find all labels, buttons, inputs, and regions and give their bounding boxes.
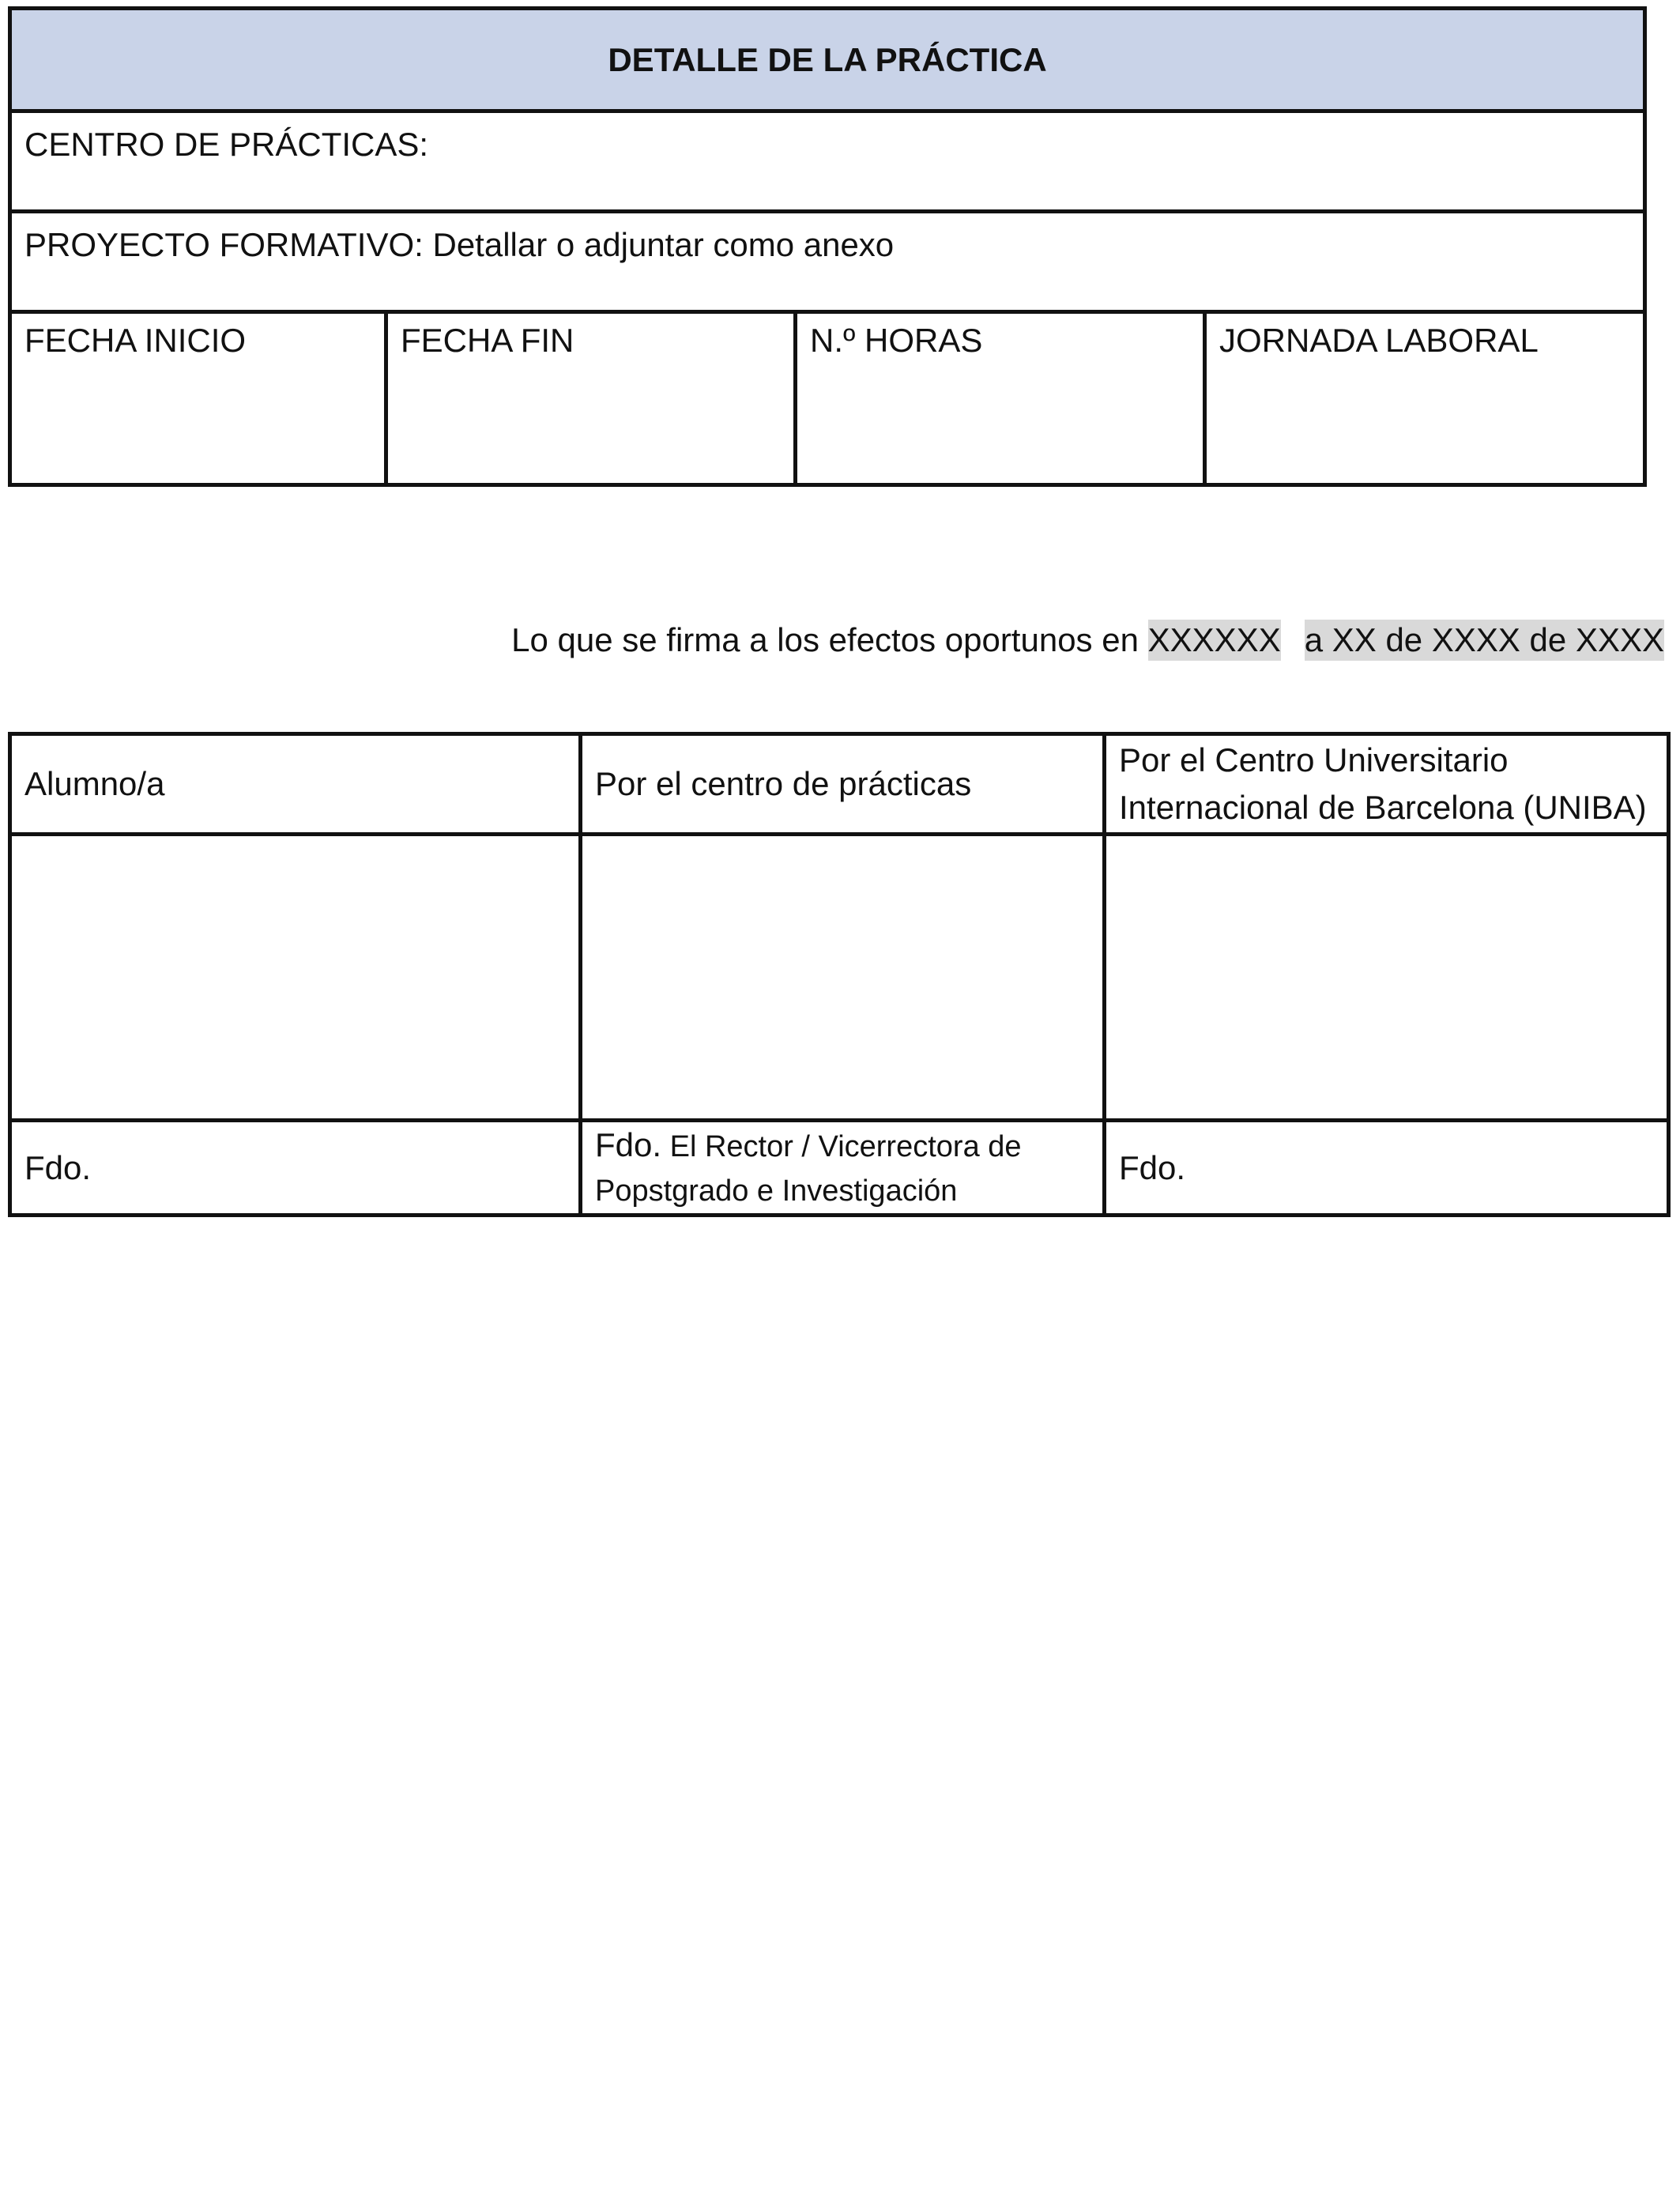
centro-practicas-field[interactable] xyxy=(12,113,1643,213)
centro-signature-box[interactable] xyxy=(582,836,1106,1118)
alumno-header: Alumno/a xyxy=(24,765,165,802)
centro-header: Por el centro de prácticas xyxy=(595,765,972,802)
jornada-laboral-label: JORNADA LABORAL xyxy=(1219,322,1539,359)
fecha-inicio-label: FECHA INICIO xyxy=(24,322,247,359)
centro-header-cell xyxy=(582,736,1106,832)
centro-practicas-label: CENTRO DE PRÁCTICAS: xyxy=(24,126,429,163)
signature-space-row xyxy=(12,836,1667,1122)
date-placeholder[interactable]: a XX de XXXX de XXXX xyxy=(1305,620,1664,661)
proyecto-formativo-label: PROYECTO FORMATIVO: Detallar o adjuntar como anexo xyxy=(24,226,895,263)
uniba-fdo: Fdo. xyxy=(1119,1148,1186,1186)
practice-detail-title: DETALLE DE LA PRÁCTICA xyxy=(608,40,1047,78)
firma-statement xyxy=(511,620,1664,661)
firma-statement-prefix: Lo que se firma a los efectos oportunos en xyxy=(511,621,1148,658)
rector-line2: Popstgrado e Investigación xyxy=(595,1174,958,1208)
alumno-signature-box[interactable] xyxy=(12,836,582,1118)
dates-row xyxy=(12,314,1643,483)
uniba-header-cell xyxy=(1106,736,1667,832)
fecha-fin-label: FECHA FIN xyxy=(401,322,574,359)
fecha-fin-field[interactable] xyxy=(388,314,797,483)
centro-fdo: Fdo. xyxy=(595,1125,662,1163)
uniba-header-line1: Por el Centro Universitario xyxy=(1119,741,1509,778)
signature-header-row xyxy=(12,736,1667,836)
jornada-laboral-field[interactable] xyxy=(1207,314,1643,483)
horas-label: N.º HORAS xyxy=(810,322,983,359)
uniba-signature-box[interactable] xyxy=(1106,836,1667,1118)
uniba-header-line2: Internacional de Barcelona (UNIBA) xyxy=(1119,789,1647,826)
alumno-header-cell xyxy=(12,736,582,832)
place-placeholder[interactable]: XXXXXX xyxy=(1148,620,1281,661)
horas-field[interactable] xyxy=(797,314,1207,483)
signature-footer-row xyxy=(12,1122,1667,1213)
uniba-fdo-cell xyxy=(1106,1122,1667,1213)
alumno-fdo-cell xyxy=(12,1122,582,1213)
alumno-fdo: Fdo. xyxy=(24,1148,92,1186)
centro-fdo-cell xyxy=(582,1122,1106,1213)
fecha-inicio-field[interactable] xyxy=(12,314,388,483)
practice-detail-table xyxy=(8,6,1647,487)
proyecto-formativo-field[interactable] xyxy=(12,213,1643,314)
practice-detail-header xyxy=(12,10,1643,113)
rector-line1: El Rector / Vicerrectora de xyxy=(661,1129,1022,1163)
signature-table xyxy=(8,732,1671,1217)
